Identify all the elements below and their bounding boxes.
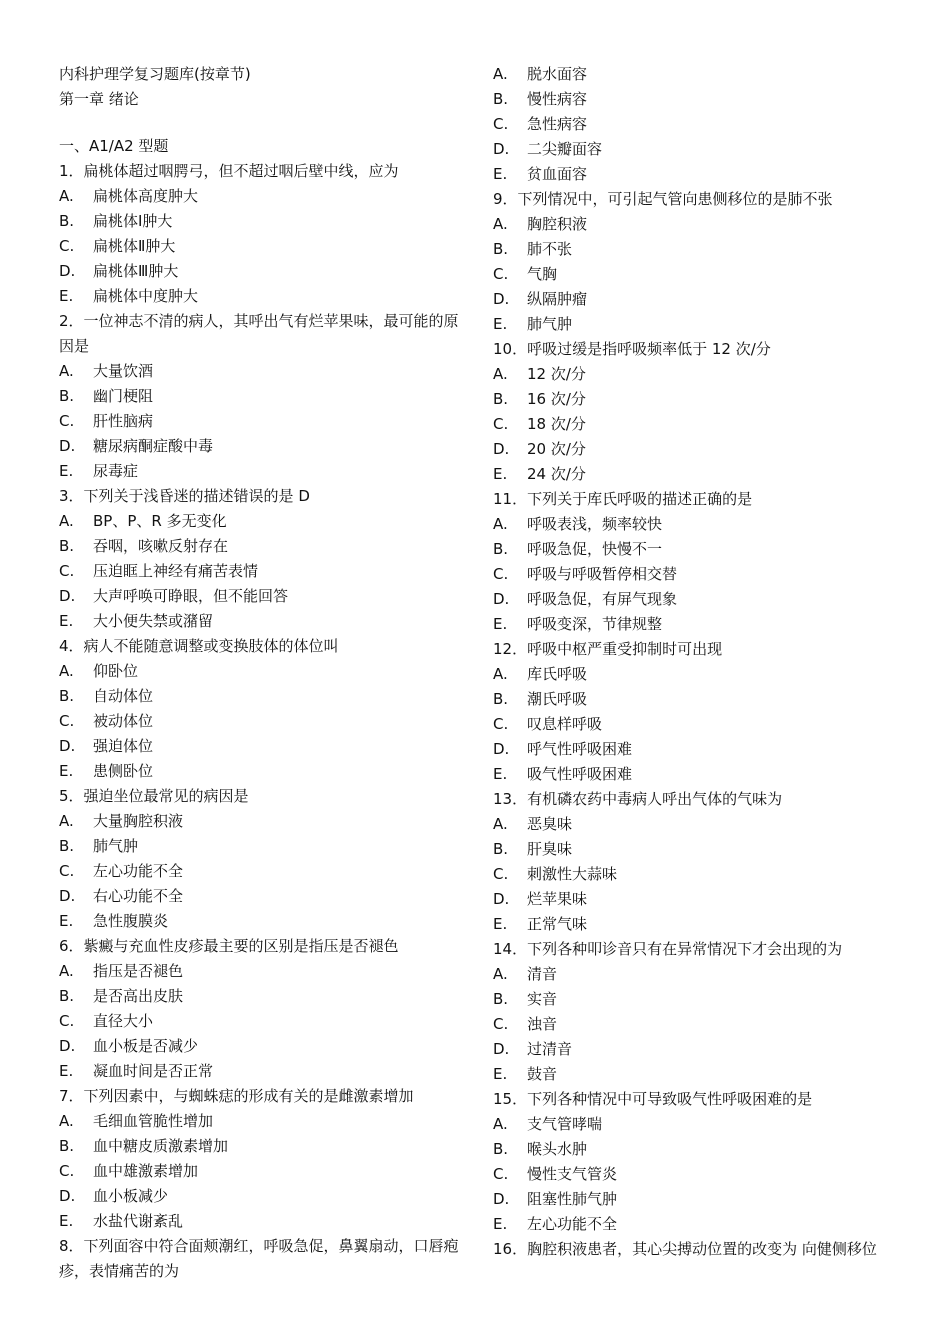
option-letter: C. [59, 862, 75, 880]
answer-option [493, 462, 903, 487]
option-text: 大小便失禁或潴留 [93, 612, 214, 630]
option-text: 左心功能不全 [93, 862, 184, 880]
option-text: BP、P、R 多无变化 [93, 512, 227, 530]
option-text: 潮氏呼吸 [527, 690, 588, 708]
option-letter: B. [59, 1137, 75, 1155]
answer-option [493, 837, 903, 862]
option-letter: E. [493, 915, 508, 933]
option-letter: A. [493, 965, 508, 983]
option-text: 过清音 [527, 1040, 573, 1058]
answer-option [59, 1134, 469, 1159]
answer-option [493, 1162, 903, 1187]
option-text: 20 次/分 [527, 440, 586, 458]
option-text: 血小板减少 [93, 1187, 169, 1205]
option-letter: B. [59, 212, 75, 230]
answer-option [59, 459, 469, 484]
option-text: 喉头水肿 [527, 1140, 588, 1158]
option-text: 水盐代谢紊乱 [93, 1212, 184, 1230]
answer-option [59, 184, 469, 209]
answer-option [493, 62, 903, 87]
option-text: 清音 [527, 965, 558, 983]
option-text: 吞咽，咳嗽反射存在 [93, 537, 229, 555]
option-letter: C. [59, 237, 75, 255]
option-text: 幽门梗阻 [93, 387, 154, 405]
option-text: 浊音 [527, 1015, 558, 1033]
option-letter: B. [59, 387, 75, 405]
option-letter: C. [493, 1015, 509, 1033]
question-stem: 3．下列关于浅昏迷的描述错误的是 D [59, 487, 310, 505]
question-stem: 12．呼吸中枢严重受抑制时可出现 [493, 640, 723, 658]
answer-option [493, 737, 903, 762]
option-text: 肝臭味 [527, 840, 573, 858]
option-letter: A. [493, 1115, 508, 1133]
answer-option [59, 259, 469, 284]
answer-option [493, 512, 903, 537]
answer-option [59, 709, 469, 734]
option-text: 仰卧位 [93, 662, 139, 680]
option-letter: D. [493, 740, 510, 758]
option-text: 急性腹膜炎 [93, 912, 169, 930]
option-letter: A. [493, 815, 508, 833]
option-letter: A. [493, 215, 508, 233]
answer-option [493, 612, 903, 637]
answer-option [59, 1109, 469, 1134]
option-text: 糖尿病酮症酸中毒 [93, 437, 214, 455]
option-text: 烂苹果味 [527, 890, 588, 908]
option-text: 血中雄激素增加 [93, 1162, 199, 1180]
option-text: 压迫眶上神经有痛苦表情 [93, 562, 259, 580]
option-text: 16 次/分 [527, 390, 586, 408]
option-letter: B. [493, 90, 509, 108]
option-text: 患侧卧位 [93, 762, 154, 780]
option-text: 呼吸急促，有屏气现象 [527, 590, 678, 608]
answer-option [59, 209, 469, 234]
answer-option [493, 412, 903, 437]
option-letter: A. [59, 362, 74, 380]
answer-option [59, 1209, 469, 1234]
option-text: 呼吸与呼吸暂停相交替 [527, 565, 678, 583]
option-text: 18 次/分 [527, 415, 586, 433]
question-stem: 8．下列面容中符合面颊潮红，呼吸急促，鼻翼扇动，口唇疱疹，表情痛苦的为 [59, 1237, 459, 1280]
answer-option [493, 587, 903, 612]
answer-option [493, 87, 903, 112]
option-text: 纵隔肿瘤 [527, 290, 588, 308]
answer-option [59, 1059, 469, 1084]
question-stem: 10．呼吸过缓是指呼吸频率低于 12 次/分 [493, 340, 771, 358]
answer-option [59, 809, 469, 834]
answer-option [59, 884, 469, 909]
answer-option [493, 662, 903, 687]
answer-option [59, 734, 469, 759]
option-text: 扁桃体中度肿大 [93, 287, 199, 305]
option-text: 急性病容 [527, 115, 588, 133]
question-stem: 15．下列各种情况中可导致吸气性呼吸困难的是 [493, 1090, 813, 1108]
answer-option [59, 534, 469, 559]
answer-option [493, 762, 903, 787]
answer-option [59, 234, 469, 259]
option-text: 鼓音 [527, 1065, 558, 1083]
question-stem: 1．扁桃体超过咽腭弓，但不超过咽后壁中线，应为 [59, 162, 399, 180]
answer-option [493, 1137, 903, 1162]
question-stem: 9．下列情况中，可引起气管向患侧移位的是肺不张 [493, 190, 833, 208]
option-text: 二尖瓣面容 [527, 140, 603, 158]
option-text: 呼吸变深，节律规整 [527, 615, 663, 633]
option-text: 呼吸急促，快慢不一 [527, 540, 663, 558]
answer-option [493, 912, 903, 937]
answer-option [493, 437, 903, 462]
answer-option [59, 559, 469, 584]
option-letter: C. [493, 1165, 509, 1183]
answer-option [493, 237, 903, 262]
answer-option [493, 387, 903, 412]
answer-option [493, 537, 903, 562]
option-text: 气胸 [527, 265, 558, 283]
option-text: 大量胸腔积液 [93, 812, 184, 830]
option-text: 直径大小 [93, 1012, 154, 1030]
answer-option [493, 1037, 903, 1062]
option-text: 肺不张 [527, 240, 573, 258]
option-letter: C. [493, 265, 509, 283]
option-text: 实音 [527, 990, 558, 1008]
option-letter: A. [59, 662, 74, 680]
option-text: 血中糖皮质激素增加 [93, 1137, 229, 1155]
option-text: 阻塞性肺气肿 [527, 1190, 618, 1208]
answer-option [59, 959, 469, 984]
option-text: 正常气味 [527, 915, 588, 933]
answer-option [493, 312, 903, 337]
answer-option [59, 834, 469, 859]
option-text: 呼吸表浅，频率较快 [527, 515, 663, 533]
option-letter: E. [493, 1215, 508, 1233]
option-text: 叹息样呼吸 [527, 715, 603, 733]
answer-option [59, 759, 469, 784]
answer-option [59, 409, 469, 434]
answer-option [59, 584, 469, 609]
option-letter: C. [493, 715, 509, 733]
question-stem: 16．胸腔积液患者，其心尖搏动位置的改变为 向健侧移位 [493, 1240, 877, 1258]
answer-option [493, 1112, 903, 1137]
right-column [493, 62, 903, 1262]
option-text: 24 次/分 [527, 465, 586, 483]
option-letter: D. [59, 587, 76, 605]
option-letter: E. [493, 165, 508, 183]
option-text: 胸腔积液 [527, 215, 588, 233]
option-text: 扁桃体Ⅰ肿大 [93, 212, 173, 230]
option-letter: E. [59, 762, 74, 780]
answer-option [59, 1009, 469, 1034]
option-letter: B. [59, 987, 75, 1005]
option-text: 是否高出皮肤 [93, 987, 184, 1005]
answer-option [59, 859, 469, 884]
option-text: 肺气肿 [93, 837, 139, 855]
answer-option [493, 962, 903, 987]
answer-option [59, 384, 469, 409]
option-text: 肺气肿 [527, 315, 573, 333]
question-stem: 13．有机磷农药中毒病人呼出气体的气味为 [493, 790, 783, 808]
answer-option [493, 1062, 903, 1087]
question-stem: 2．一位神志不清的病人，其呼出气有烂苹果味，最可能的原因是 [59, 312, 459, 355]
option-letter: A. [59, 812, 74, 830]
option-letter: D. [59, 887, 76, 905]
spacer [59, 112, 469, 134]
option-text: 刺激性大蒜味 [527, 865, 618, 883]
answer-option [493, 562, 903, 587]
answer-option [59, 509, 469, 534]
option-text: 自动体位 [93, 687, 154, 705]
option-letter: B. [493, 990, 509, 1008]
option-text: 吸气性呼吸困难 [527, 765, 633, 783]
option-letter: B. [493, 690, 509, 708]
answer-option [493, 887, 903, 912]
question-stem: 6．紫癜与充血性皮疹最主要的区别是指压是否褪色 [59, 937, 399, 955]
option-letter: E. [493, 765, 508, 783]
option-text: 扁桃体Ⅱ肿大 [93, 237, 176, 255]
chapter-heading: 第一章 绪论 [59, 90, 139, 108]
answer-option [59, 609, 469, 634]
option-letter: B. [59, 537, 75, 555]
option-text: 大声呼唤可睁眼，但不能回答 [93, 587, 289, 605]
option-text: 12 次/分 [527, 365, 586, 383]
answer-option [59, 684, 469, 709]
answer-option [493, 112, 903, 137]
option-letter: D. [493, 590, 510, 608]
option-letter: E. [493, 465, 508, 483]
answer-option [493, 687, 903, 712]
option-letter: E. [59, 287, 74, 305]
option-text: 指压是否褪色 [93, 962, 184, 980]
answer-option [493, 812, 903, 837]
option-letter: E. [59, 1212, 74, 1230]
option-text: 库氏呼吸 [527, 665, 588, 683]
option-letter: E. [493, 315, 508, 333]
option-letter: D. [59, 1187, 76, 1205]
option-text: 尿毒症 [93, 462, 139, 480]
option-letter: C. [493, 565, 509, 583]
option-text: 慢性病容 [527, 90, 588, 108]
option-letter: B. [493, 540, 509, 558]
option-text: 扁桃体高度肿大 [93, 187, 199, 205]
option-letter: D. [59, 1037, 76, 1055]
option-letter: C. [59, 1012, 75, 1030]
question-stem: 5．强迫坐位最常见的病因是 [59, 787, 249, 805]
option-letter: C. [59, 562, 75, 580]
option-letter: D. [493, 890, 510, 908]
option-text: 呼气性呼吸困难 [527, 740, 633, 758]
option-letter: B. [493, 390, 509, 408]
answer-option [59, 1159, 469, 1184]
answer-option [493, 137, 903, 162]
option-letter: A. [493, 65, 508, 83]
answer-option [493, 862, 903, 887]
option-text: 贫血面容 [527, 165, 588, 183]
answer-option [59, 434, 469, 459]
option-text: 血小板是否减少 [93, 1037, 199, 1055]
option-letter: B. [493, 1140, 509, 1158]
option-letter: D. [493, 290, 510, 308]
option-letter: A. [493, 365, 508, 383]
option-letter: E. [59, 462, 74, 480]
option-text: 慢性支气管炎 [527, 1165, 618, 1183]
left-column [59, 62, 469, 1284]
option-letter: A. [59, 512, 74, 530]
answer-option [493, 1212, 903, 1237]
answer-option [493, 1012, 903, 1037]
option-text: 脱水面容 [527, 65, 588, 83]
answer-option [493, 987, 903, 1012]
option-letter: E. [59, 612, 74, 630]
option-letter: D. [493, 1190, 510, 1208]
option-letter: B. [493, 240, 509, 258]
option-text: 被动体位 [93, 712, 154, 730]
option-letter: C. [59, 412, 75, 430]
option-text: 毛细血管脆性增加 [93, 1112, 214, 1130]
option-letter: E. [493, 1065, 508, 1083]
option-letter: E. [59, 912, 74, 930]
option-letter: D. [59, 737, 76, 755]
option-text: 左心功能不全 [527, 1215, 618, 1233]
answer-option [493, 162, 903, 187]
option-letter: C. [493, 865, 509, 883]
option-text: 支气管哮喘 [527, 1115, 603, 1133]
answer-option [59, 984, 469, 1009]
answer-option [59, 1034, 469, 1059]
option-letter: A. [493, 665, 508, 683]
option-text: 扁桃体Ⅲ肿大 [93, 262, 179, 280]
answer-option [59, 359, 469, 384]
question-stem: 14．下列各种叩诊音只有在异常情况下才会出现的为 [493, 940, 843, 958]
option-text: 肝性脑病 [93, 412, 154, 430]
answer-option [493, 212, 903, 237]
answer-option [493, 287, 903, 312]
option-letter: A. [493, 515, 508, 533]
answer-option [493, 262, 903, 287]
answer-option [493, 362, 903, 387]
question-stem: 11．下列关于库氏呼吸的描述正确的是 [493, 490, 753, 508]
document-title: 内科护理学复习题库(按章节) [59, 65, 251, 83]
question-stem: 4．病人不能随意调整或变换肢体的体位叫 [59, 637, 339, 655]
question-stem: 7．下列因素中，与蜘蛛痣的形成有关的是雌激素增加 [59, 1087, 414, 1105]
option-letter: D. [493, 1040, 510, 1058]
option-text: 凝血时间是否正常 [93, 1062, 214, 1080]
answer-option [493, 1187, 903, 1212]
option-letter: B. [59, 687, 75, 705]
option-letter: B. [493, 840, 509, 858]
option-letter: C. [59, 712, 75, 730]
option-letter: C. [493, 115, 509, 133]
option-letter: C. [493, 415, 509, 433]
option-letter: D. [59, 262, 76, 280]
answer-option [59, 659, 469, 684]
option-text: 强迫体位 [93, 737, 154, 755]
section-heading: 一、A1/A2 型题 [59, 137, 169, 155]
option-letter: A. [59, 187, 74, 205]
answer-option [59, 284, 469, 309]
answer-option [493, 712, 903, 737]
option-letter: C. [59, 1162, 75, 1180]
option-letter: E. [493, 615, 508, 633]
option-letter: D. [59, 437, 76, 455]
option-text: 大量饮酒 [93, 362, 154, 380]
option-letter: D. [493, 440, 510, 458]
option-letter: D. [493, 140, 510, 158]
option-text: 恶臭味 [527, 815, 573, 833]
answer-option [59, 909, 469, 934]
option-text: 右心功能不全 [93, 887, 184, 905]
answer-option [59, 1184, 469, 1209]
option-letter: E. [59, 1062, 74, 1080]
option-letter: B. [59, 837, 75, 855]
option-letter: A. [59, 1112, 74, 1130]
option-letter: A. [59, 962, 74, 980]
